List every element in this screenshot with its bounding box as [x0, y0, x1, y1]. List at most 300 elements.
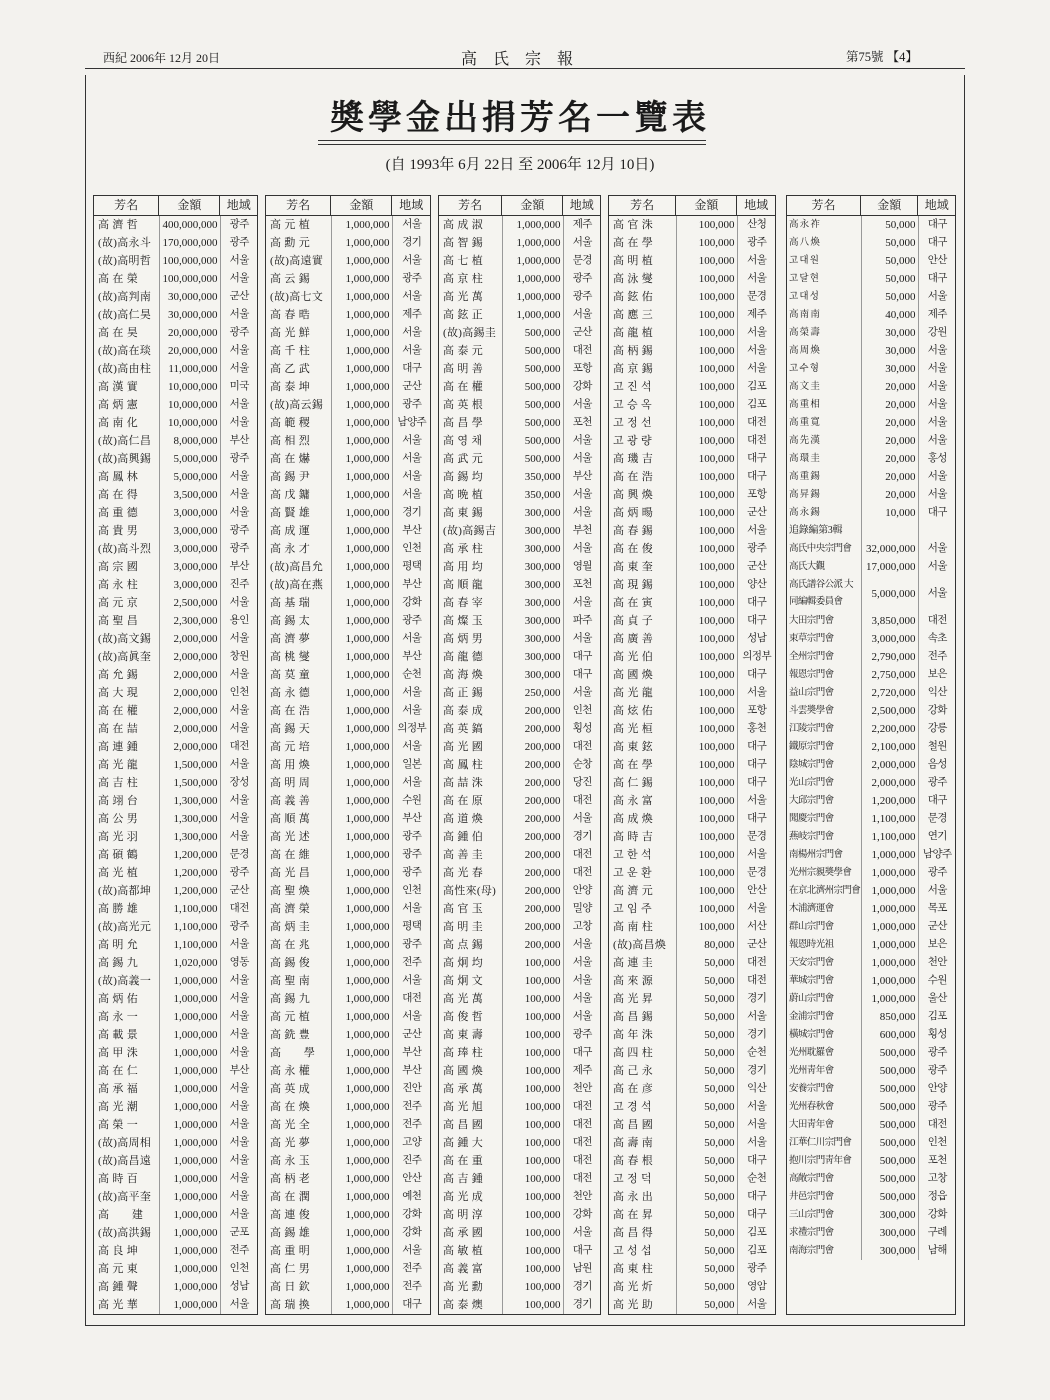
- donor-name: 高 泰 燠: [443, 1299, 483, 1311]
- table-row: [94, 1224, 257, 1242]
- table-row: [439, 522, 600, 540]
- table-row: [787, 792, 955, 810]
- table-row: [609, 990, 775, 1008]
- page-title: 奬學金出捐芳名一覽表: [330, 100, 710, 137]
- donor-region: 의정부: [737, 648, 775, 666]
- donation-amount: 1,000,000: [861, 972, 918, 990]
- table-row: [609, 558, 775, 576]
- table-row: [787, 576, 955, 612]
- donor-region: 대구: [737, 612, 775, 630]
- donation-amount: 1,000,000: [331, 1044, 392, 1062]
- donor-name: 高 學: [270, 1047, 316, 1059]
- donor-name: 고 정 덕: [613, 1173, 652, 1185]
- donor-region: 서울: [563, 450, 600, 468]
- table-row: [266, 576, 430, 594]
- table-row: [266, 468, 430, 486]
- donor-region: 포항: [563, 360, 600, 378]
- donor-name: 高 南 柱: [613, 921, 653, 933]
- table-row: [439, 738, 600, 756]
- donation-amount: 200,000: [502, 792, 563, 810]
- donation-amount: 1,000,000: [331, 1134, 392, 1152]
- donor-name: 高 炳 憲: [98, 399, 138, 411]
- donation-amount: 500,000: [861, 1116, 918, 1134]
- donation-amount: 100,000: [676, 612, 737, 630]
- table-row: [266, 738, 430, 756]
- donation-amount: 5,000,000: [861, 576, 918, 612]
- donor-name: 高 來 源: [613, 975, 653, 987]
- table-row: [94, 1260, 257, 1278]
- donor-name: 高 光 植: [98, 867, 138, 879]
- donor-region: 안산: [737, 882, 775, 900]
- donor-name: 고 수 형: [789, 364, 819, 374]
- donation-amount: 1,000,000: [159, 1296, 220, 1314]
- donor-name: 高 八 煥: [789, 238, 820, 248]
- donation-amount: 100,000: [676, 342, 737, 360]
- donation-amount: 300,000: [502, 504, 563, 522]
- donor-name: 高 錫 天: [270, 723, 310, 735]
- table-row: [787, 288, 955, 306]
- table-row: [266, 1242, 430, 1260]
- donation-amount: 100,000: [502, 1152, 563, 1170]
- table-row: [94, 846, 257, 864]
- donor-name: 南楊州宗門會: [789, 850, 843, 860]
- donor-name: 陰城宗門會: [789, 760, 834, 770]
- donor-name: 高 云 錫: [270, 273, 310, 285]
- donation-amount: 1,000,000: [331, 1206, 392, 1224]
- donor-name: 高 貴 男: [98, 525, 138, 537]
- donor-name: 高 永 權: [270, 1065, 310, 1077]
- table-row: [94, 450, 257, 468]
- table-row: [94, 1044, 257, 1062]
- table-row: [266, 342, 430, 360]
- donor-region: 광주: [220, 864, 257, 882]
- donor-name: 高 龍 德: [443, 651, 483, 663]
- donor-name: (故)高周相: [98, 1137, 152, 1149]
- donation-amount: 1,000,000: [331, 1296, 392, 1314]
- donor-region: 강원: [918, 324, 955, 342]
- donation-amount: 3,000,000: [159, 558, 220, 576]
- donor-name: 高 在 寅: [613, 597, 653, 609]
- table-row: [266, 1116, 430, 1134]
- donation-amount: 100,000: [676, 522, 737, 540]
- donor-name: 全州宗門會: [789, 652, 834, 662]
- donor-name: (故)高光元: [98, 921, 152, 933]
- donor-name: 高 鉉 佑: [613, 291, 653, 303]
- donor-name: 報恩時光祖: [789, 940, 834, 950]
- table-row: [787, 882, 955, 900]
- donor-name: 高氏譜谷公派 大同編輯委員會: [789, 580, 854, 607]
- donation-amount: 2,000,000: [861, 756, 918, 774]
- donor-region: 순천: [737, 1044, 775, 1062]
- donation-amount: 1,000,000: [159, 1134, 220, 1152]
- table-row: [787, 540, 955, 558]
- table-row: [609, 1044, 775, 1062]
- table-row: [439, 756, 600, 774]
- donor-region: 대구: [563, 1242, 600, 1260]
- donor-name: (故)高平奎: [98, 1191, 152, 1203]
- header-name: 芳名: [609, 196, 676, 215]
- donation-amount: 100,000: [502, 1098, 563, 1116]
- donation-amount: 1,000,000: [159, 1044, 220, 1062]
- donor-name: 高 載 景: [98, 1029, 138, 1041]
- donor-name: 高 在 原: [443, 795, 483, 807]
- table-row: [439, 792, 600, 810]
- donor-name: 追錄編第3輯: [789, 525, 843, 536]
- donor-name: (故)高仁昊: [98, 309, 152, 321]
- donor-name: 高 光 國: [443, 741, 483, 753]
- donor-region: 김포: [737, 378, 775, 396]
- table-row: [94, 1296, 257, 1314]
- donor-region: 군산: [563, 324, 600, 342]
- donor-region: 광주: [392, 270, 430, 288]
- donation-amount: 850,000: [861, 1008, 918, 1026]
- donor-name: 高 光 鮮: [270, 327, 310, 339]
- donor-region: 서울: [563, 990, 600, 1008]
- donor-region: 서울: [737, 1296, 775, 1314]
- donor-region: 서울: [737, 522, 775, 540]
- donor-region: 서울: [737, 684, 775, 702]
- table-row: [787, 504, 955, 522]
- donation-amount: 200,000: [502, 900, 563, 918]
- table-row: [609, 432, 775, 450]
- donor-name: (故)高洪錫: [98, 1227, 152, 1239]
- donor-name: 束草宗門會: [789, 634, 834, 644]
- donor-name: 高 道 煥: [443, 813, 483, 825]
- donor-region: 서울: [563, 954, 600, 972]
- donation-amount: 20,000: [861, 486, 918, 504]
- donor-name: 高 在 仁: [98, 1065, 138, 1077]
- donor-name: 高 春 根: [613, 1155, 653, 1167]
- donor-name: 高 連 鍾: [98, 741, 138, 753]
- table-row: [94, 720, 257, 738]
- donation-amount: 1,000,000: [331, 486, 392, 504]
- table-row: [439, 270, 600, 288]
- donor-region: 문경: [737, 288, 775, 306]
- table-row: [266, 378, 430, 396]
- donation-amount: 1,000,000: [861, 846, 918, 864]
- donor-region: 서울: [563, 486, 600, 504]
- donation-amount: 100,000: [502, 1260, 563, 1278]
- donation-amount: 2,000,000: [159, 648, 220, 666]
- donation-amount: 1,000,000: [159, 1116, 220, 1134]
- donation-amount: 100,000: [502, 1242, 563, 1260]
- donor-region: 인천: [918, 1134, 955, 1152]
- table-row: [439, 540, 600, 558]
- table-row: [266, 1098, 430, 1116]
- donor-name: 高 四 柱: [613, 1047, 653, 1059]
- donor-name: 高 用 煥: [270, 759, 310, 771]
- donor-region: 서울: [220, 414, 257, 432]
- table-row: [787, 756, 955, 774]
- donor-name: 高 光 潮: [98, 1101, 138, 1113]
- donor-name: 高 應 三: [613, 309, 653, 321]
- donor-region: 창원: [220, 648, 257, 666]
- donor-region: 순천: [392, 666, 430, 684]
- donor-region: 군산: [392, 378, 430, 396]
- donation-amount: 300,000: [502, 630, 563, 648]
- donation-amount: 300,000: [502, 666, 563, 684]
- donor-name: 高 元 植: [270, 1011, 310, 1023]
- donor-region: 경기: [737, 990, 775, 1008]
- header-amount: 金額: [502, 196, 563, 215]
- donation-amount: 100,000: [676, 414, 737, 432]
- table-row: [439, 1242, 600, 1260]
- donor-name: 高 七 植: [443, 255, 483, 267]
- table-row: [609, 1224, 775, 1242]
- donation-amount: 1,000,000: [331, 1260, 392, 1278]
- table-row: [609, 882, 775, 900]
- donor-region: 대구: [737, 468, 775, 486]
- donation-amount: 100,000: [676, 450, 737, 468]
- donation-amount: 1,000,000: [159, 1026, 220, 1044]
- table-row: [94, 594, 257, 612]
- table-row: [266, 1080, 430, 1098]
- table-row: [439, 810, 600, 828]
- donor-region: 전주: [392, 1116, 430, 1134]
- donation-amount: 100,000: [676, 324, 737, 342]
- table-row: [609, 396, 775, 414]
- donor-region: 서울: [220, 270, 257, 288]
- donor-region: 서울: [220, 594, 257, 612]
- donor-name: 高 時 百: [98, 1173, 138, 1185]
- table-row: [94, 666, 257, 684]
- donor-name: 高 己 永: [613, 1065, 653, 1077]
- table-row: [609, 450, 775, 468]
- donor-name: 高 光 全: [270, 1119, 310, 1131]
- donor-name: 高 允 錫: [98, 669, 138, 681]
- donor-region: 대구: [737, 1206, 775, 1224]
- donation-amount: 1,000,000: [331, 414, 392, 432]
- table-row: [787, 810, 955, 828]
- donor-region: 인천: [220, 684, 257, 702]
- table-row: [609, 504, 775, 522]
- donation-amount: 200,000: [502, 936, 563, 954]
- donor-region: 서울: [220, 756, 257, 774]
- donor-region: 당진: [563, 774, 600, 792]
- donation-amount: 500,000: [502, 450, 563, 468]
- header-amount: 金額: [861, 196, 918, 215]
- donor-region: 산청: [737, 216, 775, 234]
- table-row: [787, 378, 955, 396]
- donor-region: 서울: [220, 1206, 257, 1224]
- donor-name: 高 永 玉: [270, 1155, 310, 1167]
- table-row: [609, 1206, 775, 1224]
- table-row: [609, 360, 775, 378]
- table-row: [787, 630, 955, 648]
- table-row: [787, 450, 955, 468]
- table-row: [609, 720, 775, 738]
- donor-region: 대구: [737, 450, 775, 468]
- donor-region: 경기: [737, 1062, 775, 1080]
- donation-amount: 50,000: [861, 252, 918, 270]
- header-region: 地域: [226, 198, 251, 212]
- donor-name: 高 炳 圭: [270, 921, 310, 933]
- donor-name: 高 俊 哲: [443, 1011, 483, 1023]
- donor-region: 서울: [737, 342, 775, 360]
- donation-amount: 100,000: [676, 864, 737, 882]
- table-row: [94, 504, 257, 522]
- table-row: [439, 774, 600, 792]
- table-row: [266, 486, 430, 504]
- donation-amount: 500,000: [861, 1044, 918, 1062]
- donor-name: 高 在 俊: [613, 543, 653, 555]
- donation-amount: 100,000: [502, 1296, 563, 1314]
- donor-name: 高 官 玉: [443, 903, 483, 915]
- donor-name: 高 鍾 大: [443, 1137, 483, 1149]
- donor-name: 高 吉 鍾: [443, 1173, 483, 1185]
- donor-name: 高 莫 童: [270, 669, 310, 681]
- donor-region: 서울: [392, 342, 430, 360]
- table-row: [94, 882, 257, 900]
- donor-region: 안산: [918, 252, 955, 270]
- donation-amount: 100,000: [676, 810, 737, 828]
- table-row: [266, 1278, 430, 1296]
- donation-amount: 100,000: [676, 504, 737, 522]
- donation-amount: 2,000,000: [159, 684, 220, 702]
- donor-name: 高 周 煥: [789, 346, 820, 356]
- donor-region: [918, 522, 955, 540]
- donor-region: 부산: [392, 1062, 430, 1080]
- donor-name: 求禮宗門會: [789, 1228, 834, 1238]
- table-row: [94, 918, 257, 936]
- donor-region: 제주: [563, 216, 600, 234]
- donation-amount: 100,000: [502, 1080, 563, 1098]
- table-row: [787, 414, 955, 432]
- donor-region: 용인: [220, 612, 257, 630]
- donation-amount: 500,000: [861, 1134, 918, 1152]
- table-row: [787, 846, 955, 864]
- donation-amount: 50,000: [676, 1008, 737, 1026]
- donation-amount: 3,000,000: [159, 522, 220, 540]
- donor-name: 高 正 錫: [443, 687, 483, 699]
- table-row: [609, 972, 775, 990]
- donor-name: 高 國 煥: [613, 669, 653, 681]
- table-row: [609, 1062, 775, 1080]
- donor-region: 남원: [563, 1260, 600, 1278]
- donor-name: 高 光 萬: [443, 993, 483, 1005]
- donor-region: 김포: [737, 1224, 775, 1242]
- table-row: [266, 252, 430, 270]
- donor-region: 서울: [220, 468, 257, 486]
- donor-region: 대전: [563, 864, 600, 882]
- donation-amount: 200,000: [502, 774, 563, 792]
- donor-region: 문경: [737, 864, 775, 882]
- donor-name: 高 連 圭: [613, 957, 653, 969]
- donation-amount: 500,000: [502, 414, 563, 432]
- donation-amount: 1,000,000: [331, 576, 392, 594]
- donor-region: 강화: [918, 1206, 955, 1224]
- donor-name: 高 在 昇: [613, 1209, 653, 1221]
- table-row: [266, 288, 430, 306]
- donor-region: 성남: [220, 1278, 257, 1296]
- donation-amount: 30,000,000: [159, 288, 220, 306]
- donor-region: 익산: [918, 684, 955, 702]
- donation-amount: 1,300,000: [159, 792, 220, 810]
- table-row: [609, 756, 775, 774]
- donation-amount: 20,000: [861, 378, 918, 396]
- donor-region: 문경: [220, 846, 257, 864]
- donor-region: 대전: [563, 1116, 600, 1134]
- table-row: [439, 936, 600, 954]
- table-row: [787, 522, 955, 540]
- table-row: [609, 1242, 775, 1260]
- donor-region: 서울: [392, 1242, 430, 1260]
- donor-name: 高 炳 佑: [98, 993, 138, 1005]
- donation-amount: 1,000,000: [159, 1170, 220, 1188]
- table-row: [266, 1008, 430, 1026]
- donation-amount: 350,000: [502, 468, 563, 486]
- donor-name: 高 現 錫: [613, 579, 653, 591]
- table-row: [609, 252, 775, 270]
- donor-region: 서울: [563, 234, 600, 252]
- donor-name: 高 柄 錫: [613, 345, 653, 357]
- donor-region: 수원: [918, 972, 955, 990]
- table-row: [266, 846, 430, 864]
- donor-region: 서울: [220, 828, 257, 846]
- table-row: [439, 1296, 600, 1314]
- table-row: [94, 1188, 257, 1206]
- donor-name: (故)高永斗: [98, 237, 152, 249]
- table-row: [609, 288, 775, 306]
- donor-name: 高 昇 錫: [789, 490, 820, 500]
- donor-region: 서울: [918, 414, 955, 432]
- donor-name: 高 在 彦: [613, 1083, 653, 1095]
- donor-region: 광주: [220, 234, 257, 252]
- table-row: [609, 576, 775, 594]
- donor-name: 高 錫 太: [270, 615, 310, 627]
- donation-amount: 1,000,000: [159, 1008, 220, 1026]
- donor-name: 高 明 圭: [443, 921, 483, 933]
- donation-amount: 50,000: [676, 1080, 737, 1098]
- donor-region: 전주: [392, 954, 430, 972]
- donor-region: 서울: [563, 684, 600, 702]
- donor-region: 경기: [737, 1026, 775, 1044]
- donor-name: 高 泰 坤: [270, 381, 310, 393]
- donor-name: 高 善 圭: [443, 849, 483, 861]
- table-row: [439, 306, 600, 324]
- donor-region: 서울: [220, 630, 257, 648]
- donation-amount: 1,000,000: [331, 828, 392, 846]
- table-row: [609, 1296, 775, 1314]
- donation-amount: 1,000,000: [331, 1224, 392, 1242]
- donor-region: 군산: [737, 558, 775, 576]
- donation-amount: 100,000,000: [159, 252, 220, 270]
- donor-name: 高 聖 煥: [270, 885, 310, 897]
- table-row: [266, 1062, 430, 1080]
- donation-amount: 50,000: [676, 1152, 737, 1170]
- donor-name: 高 聖 南: [270, 975, 310, 987]
- table-row: [787, 1044, 955, 1062]
- donor-region: 부산: [220, 558, 257, 576]
- donation-amount: 100,000: [676, 360, 737, 378]
- donation-amount: 100,000: [502, 1224, 563, 1242]
- donor-region: 정읍: [918, 1188, 955, 1206]
- donation-amount: 500,000: [502, 378, 563, 396]
- donation-amount: 1,000,000: [331, 612, 392, 630]
- donor-region: 고창: [918, 1170, 955, 1188]
- donor-region: 영월: [563, 558, 600, 576]
- donation-amount: 1,000,000: [861, 936, 918, 954]
- table-row: [266, 936, 430, 954]
- donor-region: 서울: [737, 792, 775, 810]
- donor-region: 대전: [220, 738, 257, 756]
- table-row: [787, 1224, 955, 1242]
- donor-region: 광주: [220, 918, 257, 936]
- donation-amount: 1,000,000: [502, 306, 563, 324]
- donation-amount: 1,200,000: [159, 864, 220, 882]
- donor-region: 포천: [918, 1152, 955, 1170]
- donor-region: 대구: [563, 1044, 600, 1062]
